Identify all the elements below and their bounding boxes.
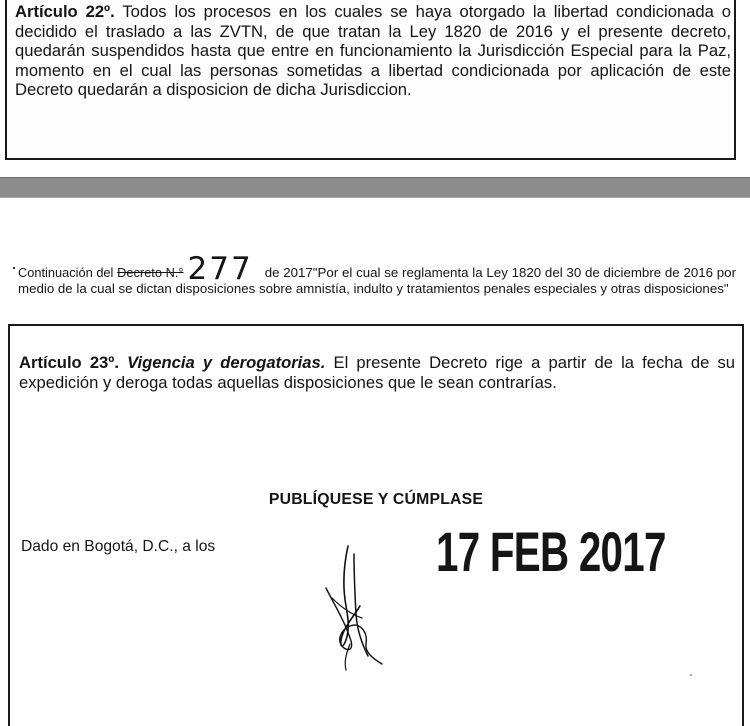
decree-number: 277 [187, 251, 253, 287]
article-23-subtitle: Vigencia y derogatorias. [127, 353, 326, 372]
scan-speck [690, 674, 692, 676]
continuation-label: Continuación del [18, 265, 114, 280]
publish-heading: PUBLÍQUESE Y CÚMPLASE [268, 491, 484, 508]
page-separator [0, 177, 750, 198]
date-stamp: 17 FEB 2017 [436, 520, 666, 583]
article-23-body: El presente Decreto rige a partir de la fecha de su expedición y deroga todas aquellas disposiciones que le sean contrarías. [19, 353, 735, 392]
article-22-box [5, 0, 736, 160]
page-continuation-header [18, 251, 737, 296]
signature [310, 544, 400, 674]
article-23-paragraph [19, 353, 735, 393]
decree-title-text: de 2017"Por el cual se reglamenta la Ley 1820 del 30 de diciembre de 2016 por medio de la cual se dictan disposiciones sobre amnistía, indulto y tratamientos penales especiales y otras disposiciones" [18, 265, 737, 296]
article-22-paragraph [15, 2, 731, 100]
given-in-text: Dado en Bogotá, D.C., a los [21, 538, 216, 555]
article-23-title: Artículo 23º. [19, 353, 119, 372]
scan-speck [13, 267, 15, 269]
article-22-title: Artículo 22º. [15, 2, 115, 21]
article-22-body: Todos los procesos en los cuales se haya otorgado la libertad condicionada o decidido el traslado a las ZVTN, de que tratan la Ley 1820 de 2016 y el presente decreto, quedarán suspendidos hasta que entre en funcionamiento la Jurisdicción Especial para la Paz, momento en el cual las personas sometidas a libertad condicionada por aplicación de este Decreto quedarán a disposicion de dicha Jurisdiccion. [15, 2, 731, 100]
decree-label: Decreto N.° [117, 265, 184, 280]
article-23-box [8, 324, 744, 726]
